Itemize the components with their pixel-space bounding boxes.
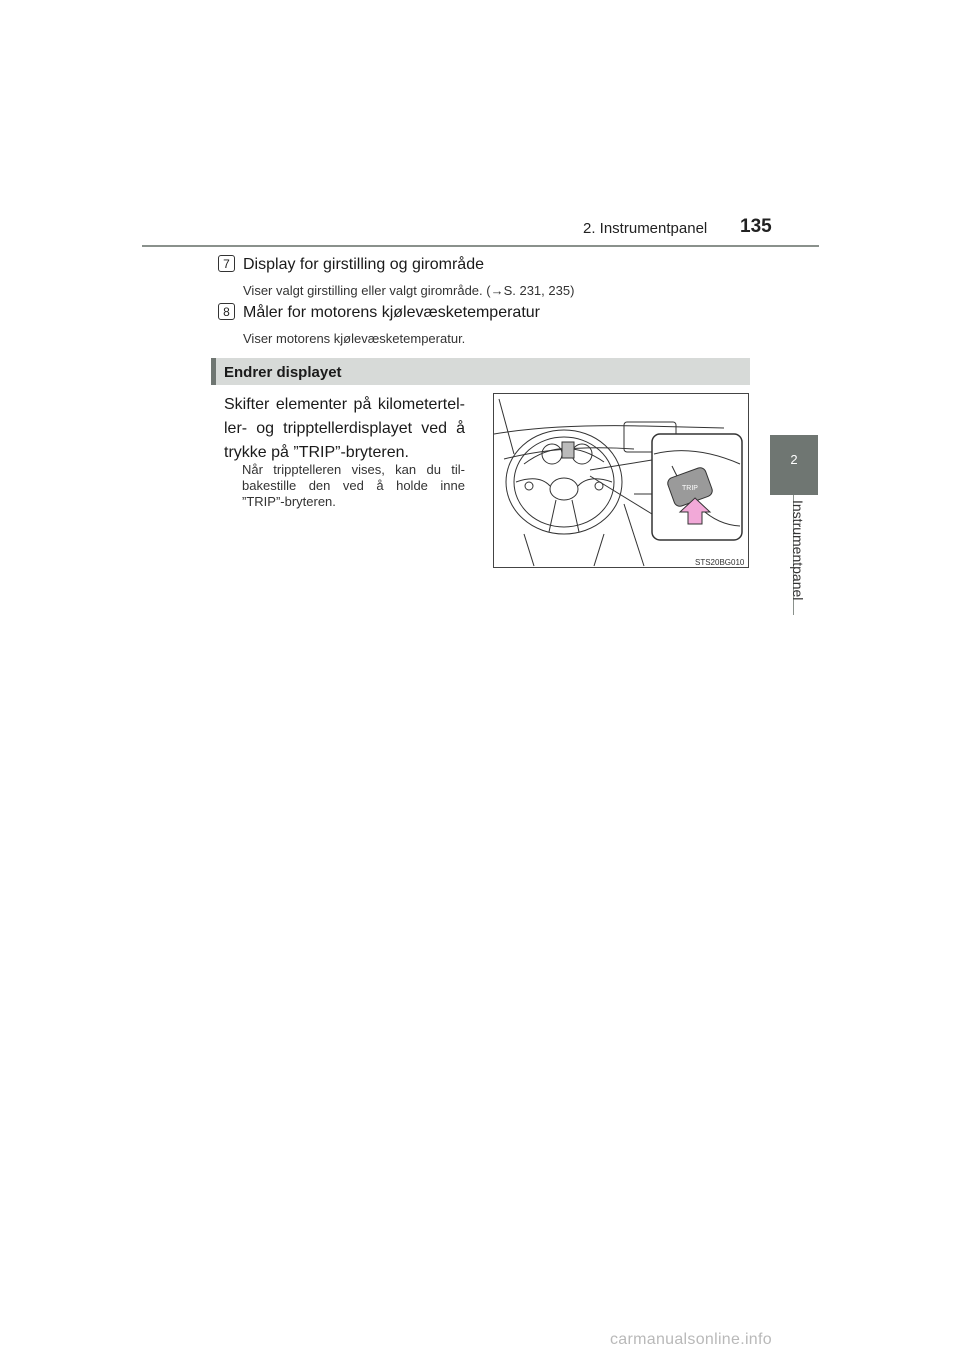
section-title: Endrer displayet [224,364,342,381]
section-note-text: Når tripptelleren vises, kan du til-bakestille den ved å holde inne ”TRIP”-bryteren. [242,462,465,509]
chapter-tab-number: 2 [790,452,798,467]
section-body-text: Skifter elementer på kilometertel-ler- og tripptellerdisplayet ved å trykke på ”TRIP”-bryteren. [224,396,465,461]
item-title: Måler for motorens kjølevæsketemperatur [243,304,540,321]
section-header-accent [211,358,216,385]
watermark: carmanualsonline.info [610,1331,772,1348]
section-heading: 2. Instrumentpanel [583,220,708,237]
figure-code: STS20BG010 [695,558,745,567]
item-description: Viser motorens kjølevæsketemperatur. [243,331,466,346]
item-number-badge: 7 [218,255,235,272]
chapter-tab-label: Instrumentpanel [790,500,806,601]
item-number-badge: 8 [218,303,235,320]
item-description: Viser valgt girstilling eller valgt girområde. (→S. 231, 235) [243,283,575,298]
header-divider [142,245,819,247]
item-title: Display for girstilling og girområde [243,256,484,273]
page-number: 135 [740,216,772,237]
dashboard-illustration [493,393,749,568]
steering-wheel-drawing [494,394,748,567]
trip-button-label: TRIP [682,485,698,492]
